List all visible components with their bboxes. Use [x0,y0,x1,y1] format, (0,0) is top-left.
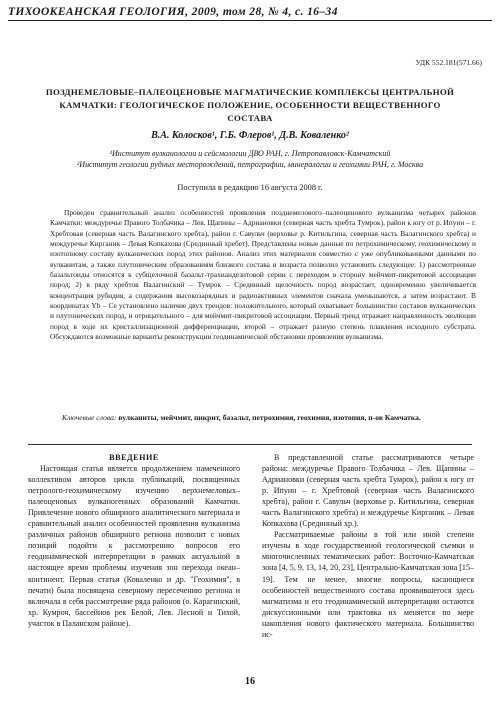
intro-paragraph-1: Настоящая статья является продолжением намеченного коллективом авторов цикла публикаций, посвященных петролого-геохимическому изучению верхнемеловых–палеоценовых вулканогенных образований Камчатки. Привлечение нового обширного аналитического материала и сравнительный анализ особенностей проявления вулканизма различных районов обширного региона позволит с новых позиций подойти к рассмотрению вопросов его геодинамической интерпретации в рамках актуальной в настоящее время проблемы изучения зон перехода океан–континент. Первая статья (Коваленко и др. "Геохимия", в печати) была посвящена северному пересечению региона и включала в себя рассмотрение ряда районов (о. Карагинский, хр. Кумроч, бассейнов рек Белой, Лев. Лесной и Тихой, участок в Паланском районе). [28,464,240,628]
keywords [62,413,470,423]
affiliation-1: ¹Институт вулканологии и сейсмологии ДВО РАН, г. Петропавловск-Камчатский [109,149,391,158]
abstract: Проведен сравнительный анализ особенностей проявления позднемелового–палеоценового вулканизма четырех районов Камчатки: междуречье Правого Толбачика – Лев. Щапины – Адриановки (северная часть хребта Тумрок), район к югу от р. Ипуин – г. Хребтовая (северная часть Валагинского хребта), район г. Савульч (верховье р. Китильгина, северная часть Валагинского хребта) и междуречье Кирганик – Левая Копкахова (Срединный хребет). Представлены новые данные по петрохимическому, геохимическому и изотопному составу вулканических пород этих районов. Анализ этих материалов совместно с уже опубликованными данными по вулканитам, а также плутоническим образованиям близкого состава и возраста позволил установить следующее: 1) рассмотренные базальтоиды относятся к субщелочной базальт-трахиандезитовой серии с переходом в сторону мейчмит-пикритовой ассоциации пород; 2) в ряду хребтов Валагинский – Тумрок – Срединный щелочность пород возрастает, одновременно увеличивается концентрация рубидия, а содержания высокозарядных и радиоактивных элементов сначала уменьшаются, а затем возрастают. В координатах Yb – Ce установлено наличие двух трендов: положительного, который охватывает большинство составов вулканических и плутонических пород, и отрицательного – для мейчмит-пикритовой ассоциации. Первый тренд отражает направленность эволюции пород в ходе их кристаллизационной дифференциации, второй – отражает разную степень плавления исходного субстрата. Обсуждаются возможные варианты реконструкции геодинамической обстановки проявления вулканизма. [50,208,476,342]
authors: В.А. Колосков¹, Г.Б. Флеров¹, Д.В. Коваленко² [151,130,349,141]
keywords-label: Ключевые слова: [62,413,117,422]
page-number: 16 [245,676,255,687]
left-column [28,452,240,629]
affiliations [24,148,476,170]
journal-header: ТИХООКЕАНСКАЯ ГЕОЛОГИЯ, 2009, том 28, № 4, с. 16–34 [8,6,492,21]
intro-paragraph-3: Рассматриваемые районы в той или иной степени изучены в ходе государственной геологической съемки и многочисленных тематических работ: Восточно-Камчатская зона [4, 5, 9, 13, 14, 20, 23], Центрально-Камчатская зона [15–19]. Тем не менее, многие вопросы, касающиеся особенностей вещественного состава проявившегося здесь магматизма и его геодинамической интерпретации остаются дискуссионными или трактовка их меняется по мере накопления нового фактического материала. Большинство ис- [262,530,474,639]
received-date: Поступила в редакцию 16 августа 2008 г. [177,183,323,192]
intro-heading: ВВЕДЕНИЕ [109,453,159,462]
udc-code: УДК 552.181(571.66) [415,58,482,67]
article-title: ПОЗДНЕМЕЛОВЫЕ–ПАЛЕОЦЕНОВЫЕ МАГМАТИЧЕСКИЕ КОМПЛЕКСЫ ЦЕНТРАЛЬНОЙ КАМЧАТКИ: ГЕОЛОГИЧЕСКОЕ ПОЛОЖЕНИЕ, ОСОБЕННОСТИ ВЕЩЕСТВЕННОГО СОСТАВА [45,87,455,123]
right-column [262,452,474,640]
intro-paragraph-2: В представленной статье рассматриваются четыре района: междуречье Правого Толбачика – Лев. Щапины – Адриановки (северная часть хребта Тумрок), район к югу от р. Ипуин – г. Хребтовой (северная часть Валагинского хребта), район г. Савульч (верховье р. Китильгина, северная часть Валагинского хребта) и междуречье Кирганик – Левая Копкахова (Срединный хр.). [262,453,474,529]
section-divider [28,444,472,445]
affiliation-2: ²Институт геологии рудных месторождений, петрографии, минералогии и геохимии РАН, г. Москва [76,160,424,169]
keywords-text: вулканиты, мейчмит, пикрит, базальт, петрохимия, геохимия, изотопия, п-ов Камчатка. [118,413,421,422]
